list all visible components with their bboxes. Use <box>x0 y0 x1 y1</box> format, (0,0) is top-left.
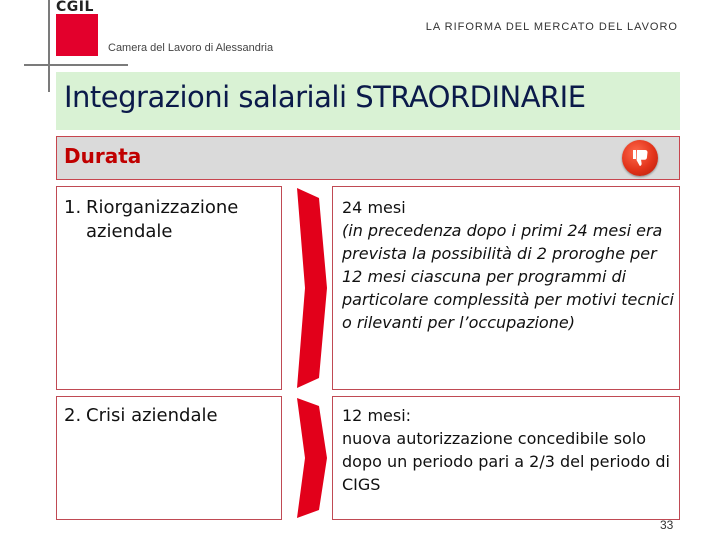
row-2-label-line1: Crisi aziendale <box>86 405 218 426</box>
row-1-number: 1. <box>64 197 82 218</box>
row-2-number: 2. <box>64 405 82 426</box>
row-2-duration: 12 mesi: <box>342 406 412 425</box>
row-2-chevron-arrow <box>295 396 329 520</box>
row-1-note: (in precedenza dopo i primi 24 mesi era prevista la possibilità di 2 proroghe per 12 mesi ciascuna per programmi di particolare complessità per motivi tecnici o rilevanti per l’occupazione) <box>342 221 674 332</box>
row-1-label <box>64 196 278 244</box>
topic-header: LA RIFORMA DEL MERCATO DEL LAVORO <box>425 21 678 33</box>
row-2-value <box>342 404 677 496</box>
row-1-chevron-arrow <box>295 186 329 390</box>
row-1-label-line1: Riorganizzazione <box>86 197 239 218</box>
row-1-value <box>342 196 677 334</box>
page-number: 33 <box>660 518 674 532</box>
organization-name: Camera del Lavoro di Alessandria <box>108 42 274 54</box>
row-1-label-line2: aziendale <box>86 221 173 242</box>
row-2-label <box>64 404 278 428</box>
section-band <box>56 136 680 180</box>
logo-vertical-rule <box>48 0 50 92</box>
slide-title: Integrazioni salariali STRAORDINARIE <box>64 80 586 114</box>
cgil-logo-block <box>56 14 98 56</box>
thumbs-down-icon <box>622 140 658 176</box>
row-1-duration: 24 mesi <box>342 198 406 217</box>
row-2-note: nuova autorizzazione concedibile solo dopo un periodo pari a 2/3 del periodo di CIGS <box>342 429 670 494</box>
cgil-logo-text: CGIL <box>56 0 94 15</box>
section-label: Durata <box>64 144 142 168</box>
logo-horizontal-rule <box>24 64 128 66</box>
